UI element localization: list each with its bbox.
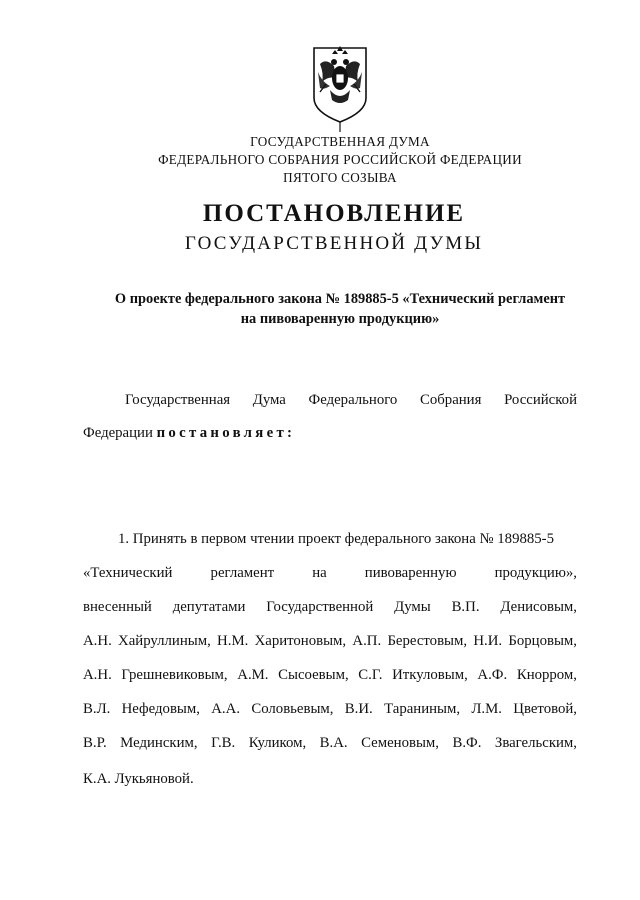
subject-line-1: О проекте федерального закона № 189885-5 «Технический регламент (114, 291, 566, 307)
paragraph-line: К.А. Лукьяновой. (83, 771, 194, 787)
preamble-line-2 (83, 425, 295, 442)
subject-line-2: на пивоваренную продукцию» (240, 311, 440, 327)
preamble-start: Федерации (83, 425, 157, 441)
document-title: ПОСТАНОВЛЕНИЕ (202, 200, 466, 227)
document-subtitle: ГОСУДАРСТВЕННОЙ ДУМЫ (184, 233, 484, 254)
header-federal-assembly: ФЕДЕРАЛЬНОГО СОБРАНИЯ РОССИЙСКОЙ ФЕДЕРАЦИИ (158, 152, 522, 167)
paragraph-line: 1. Принять в первом чтении проект федерального закона № 189885-5 (118, 531, 554, 547)
header-convocation: ПЯТОГО СОЗЫВА (283, 170, 397, 185)
paragraph-line: А.Н. Грешневиковым, А.М. Сысоевым, С.Г. Иткуловым, А.Ф. Кнорром, (83, 667, 577, 683)
paragraph-line: А.Н. Хайруллиным, Н.М. Харитоновым, А.П. Берестовым, Н.И. Борцовым, (83, 633, 577, 649)
preamble-line-1: Государственная Дума Федерального Собрания Российской (125, 392, 577, 408)
header-duma: ГОСУДАРСТВЕННАЯ ДУМА (250, 134, 430, 149)
paragraph-line: внесенный депутатами Государственной Думы В.П. Денисовым, (83, 599, 577, 615)
resolves-word: постановляет: (156, 425, 296, 441)
paragraph-line: В.Л. Нефедовым, А.А. Соловьевым, В.И. Тараниным, Л.М. Цветовой, (83, 701, 577, 717)
paragraph-line: «Технический регламент на пивоваренную продукцию», (83, 565, 577, 581)
document-subject (90, 289, 590, 329)
russian-coat-of-arms-icon (306, 42, 374, 132)
paragraph-line: В.Р. Мединским, Г.В. Куликом, В.А. Семеновым, В.Ф. Звагельским, (83, 735, 577, 751)
